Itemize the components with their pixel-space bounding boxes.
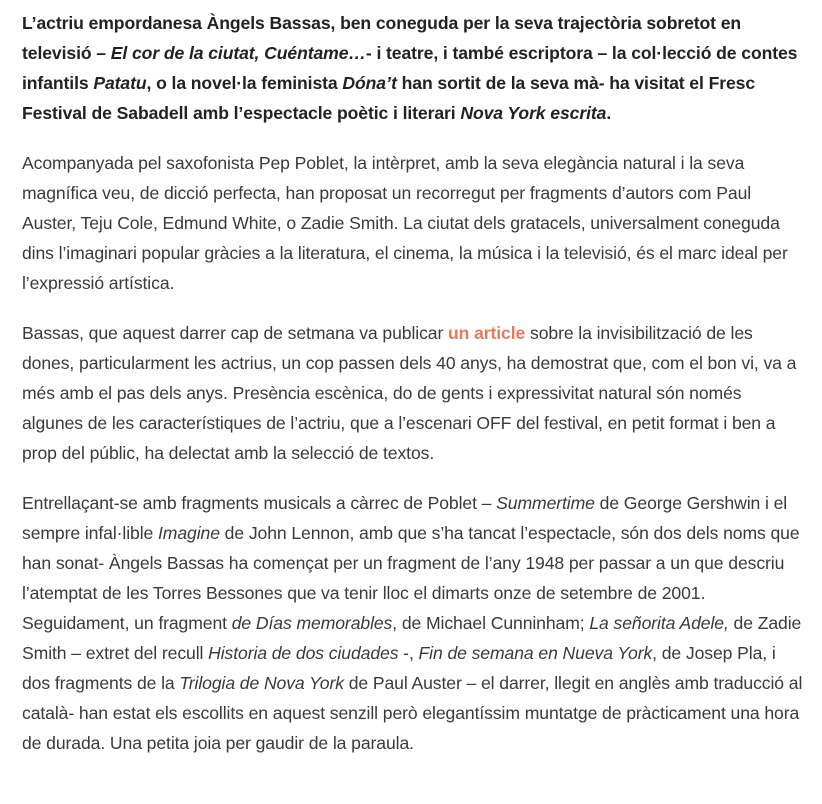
lead-italic-donat: Dóna’t xyxy=(342,73,397,93)
article-body xyxy=(22,8,804,758)
lead-text: han sortit de la seva mà- ha visitat el Fresc Festival de Sabadell amb l’espectacle poètic i literari xyxy=(22,73,756,123)
article-link[interactable]: un article xyxy=(448,323,526,343)
lead-italic-series: El cor de la ciutat, Cuéntame… xyxy=(110,43,366,63)
lead-text: L’actriu empordanesa Àngels Bassas, ben coneguda per la seva trajectòria sobretot en televisió – xyxy=(22,13,742,63)
paragraph-2 xyxy=(22,148,804,298)
paragraph-text: , de Michael Cunninham; xyxy=(392,613,590,633)
paragraph-text: -, xyxy=(398,643,419,663)
italic-fin-de-semana: Fin de semana en Nueva York xyxy=(418,643,653,663)
paragraph-text: , de Josep Pla, i dos fragments de la xyxy=(22,643,776,693)
paragraph-text: Entrellaçant-se amb fragments musicals a càrrec de Poblet – xyxy=(22,493,497,513)
paragraph-text: de George Gershwin i el sempre infal·lible xyxy=(22,493,788,543)
paragraph-text: Acompanyada pel saxofonista Pep Poblet, la intèrpret, amb la seva elegància natural i la seva magnífica veu, de dicció perfecta, han proposat un recorregut per fragments d’autors com Paul Auster, Teju Cole, Edmund White, o Zadie Smith. La ciutat dels gratacels, universalment coneguda dins l’imaginari popular gràcies a la literatura, el cinema, la música i la televisió, és el marc ideal per l’expressió artística. xyxy=(22,153,788,293)
lead-italic-show-title: Nova York escrita xyxy=(460,103,607,123)
lead-text: . xyxy=(606,103,612,123)
italic-imagine: Imagine xyxy=(157,523,220,543)
italic-historia-dos-ciudades: Historia de dos ciudades xyxy=(208,643,399,663)
paragraph-text: Bassas, que aquest darrer cap de setmana va publicar xyxy=(22,323,448,343)
paragraph-3 xyxy=(22,318,804,468)
paragraph-4 xyxy=(22,488,804,758)
italic-dias-memorables: de Días memorables xyxy=(231,613,393,633)
lead-paragraph xyxy=(22,8,804,128)
italic-summertime: Summertime xyxy=(496,493,595,513)
lead-text: - i teatre, i també escriptora – la col·lecció de contes infantils xyxy=(22,43,798,93)
italic-trilogia: Trilogia de Nova York xyxy=(179,673,344,693)
paragraph-text: de John Lennon, amb que s’ha tancat l’espectacle, són dos dels noms que han sonat- Àngels Bassas ha començat per un fragment de l’any 1948 per passar a un que descriu l’atemptat de les Torres Bessones que va tenir lloc el dimarts onze de setembre de 2001. Seguidament, un fragment xyxy=(22,523,800,633)
paragraph-text: de Paul Auster – el darrer, llegit en anglès amb traducció al català- han estat els escollits en aquest senzill però elegantíssim muntatge de pràcticament una hora de durada. Una petita joia per gaudir de la paraula. xyxy=(22,673,803,753)
paragraph-text: sobre la invisibilització de les dones, particularment les actrius, un cop passen dels 40 anys, ha demostrat que, com el bon vi, va a més amb el pas dels anys. Presència escènica, do de gents i expressivitat natural són només algunes de les característiques de l’actriu, que a l’escenari OFF del festival, en petit format i ben a prop del públic, ha delectat amb la selecció de textos. xyxy=(22,323,797,463)
paragraph-text: de Zadie Smith – extret del recull xyxy=(22,613,802,663)
italic-senorita-adele: La señorita Adele, xyxy=(589,613,729,633)
lead-italic-patatu: Patatu xyxy=(93,73,147,93)
lead-text: , o la novel·la feminista xyxy=(146,73,343,93)
